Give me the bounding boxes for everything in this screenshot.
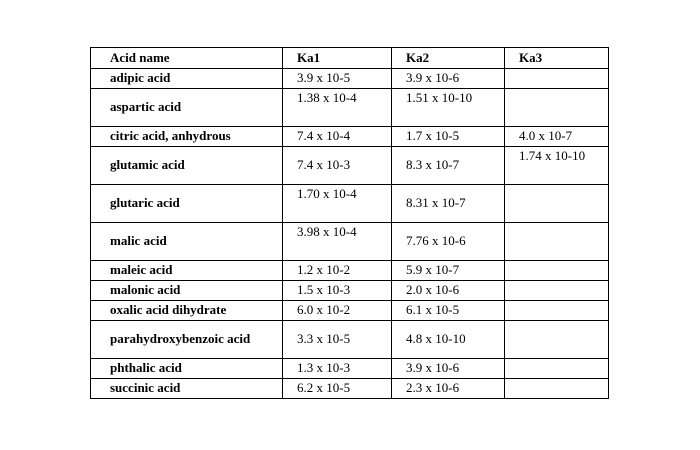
ka3-cell [505, 359, 609, 379]
acid-name-cell: parahydroxybenzoic acid [91, 321, 283, 359]
ka3-cell [505, 301, 609, 321]
header-ka1: Ka1 [283, 48, 392, 69]
ka3-cell [505, 223, 609, 261]
table-row [91, 379, 609, 399]
ka3-cell [505, 185, 609, 223]
header-acid-name: Acid name [91, 48, 283, 69]
ka2-cell: 4.8 x 10-10 [392, 321, 505, 359]
ka1-cell: 7.4 x 10-3 [283, 147, 392, 185]
ka2-cell: 6.1 x 10-5 [392, 301, 505, 321]
ka3-cell [505, 69, 609, 89]
table-row [91, 281, 609, 301]
ka3-cell: 1.74 x 10-10 [505, 147, 609, 185]
acid-name-cell: glutaric acid [91, 185, 283, 223]
table-row [91, 261, 609, 281]
ka2-cell: 8.31 x 10-7 [392, 185, 505, 223]
acid-name-cell: oxalic acid dihydrate [91, 301, 283, 321]
ka1-cell: 3.98 x 10-4 [283, 223, 392, 261]
ka2-cell: 2.3 x 10-6 [392, 379, 505, 399]
acid-name-cell: malonic acid [91, 281, 283, 301]
acid-name-cell: phthalic acid [91, 359, 283, 379]
ka2-cell: 5.9 x 10-7 [392, 261, 505, 281]
ka1-cell: 1.70 x 10-4 [283, 185, 392, 223]
header-ka3: Ka3 [505, 48, 609, 69]
table-row [91, 321, 609, 359]
ka3-cell [505, 321, 609, 359]
ka1-cell: 6.0 x 10-2 [283, 301, 392, 321]
ka1-cell: 1.5 x 10-3 [283, 281, 392, 301]
ka2-cell: 7.76 x 10-6 [392, 223, 505, 261]
acid-dissociation-table [90, 47, 609, 399]
table-row [91, 127, 609, 147]
ka3-cell [505, 89, 609, 127]
table-row [91, 359, 609, 379]
ka1-cell: 3.9 x 10-5 [283, 69, 392, 89]
ka1-cell: 7.4 x 10-4 [283, 127, 392, 147]
ka1-cell: 6.2 x 10-5 [283, 379, 392, 399]
ka3-cell [505, 261, 609, 281]
ka2-cell: 2.0 x 10-6 [392, 281, 505, 301]
ka2-cell: 8.3 x 10-7 [392, 147, 505, 185]
ka2-cell: 3.9 x 10-6 [392, 359, 505, 379]
acid-name-cell: adipic acid [91, 69, 283, 89]
ka1-cell: 1.38 x 10-4 [283, 89, 392, 127]
header-ka2: Ka2 [392, 48, 505, 69]
table-row [91, 147, 609, 185]
ka1-cell: 1.2 x 10-2 [283, 261, 392, 281]
ka2-cell: 1.51 x 10-10 [392, 89, 505, 127]
acid-name-cell: glutamic acid [91, 147, 283, 185]
acid-name-cell: malic acid [91, 223, 283, 261]
acid-name-cell: succinic acid [91, 379, 283, 399]
ka2-cell: 1.7 x 10-5 [392, 127, 505, 147]
ka3-cell: 4.0 x 10-7 [505, 127, 609, 147]
table-row [91, 223, 609, 261]
table-row [91, 185, 609, 223]
acid-name-cell: citric acid, anhydrous [91, 127, 283, 147]
table-row [91, 89, 609, 127]
table-row [91, 69, 609, 89]
acid-name-cell: aspartic acid [91, 89, 283, 127]
ka2-cell: 3.9 x 10-6 [392, 69, 505, 89]
acid-name-cell: maleic acid [91, 261, 283, 281]
table-row [91, 301, 609, 321]
ka3-cell [505, 379, 609, 399]
ka1-cell: 1.3 x 10-3 [283, 359, 392, 379]
table-header-row [91, 48, 609, 69]
ka1-cell: 3.3 x 10-5 [283, 321, 392, 359]
ka3-cell [505, 281, 609, 301]
